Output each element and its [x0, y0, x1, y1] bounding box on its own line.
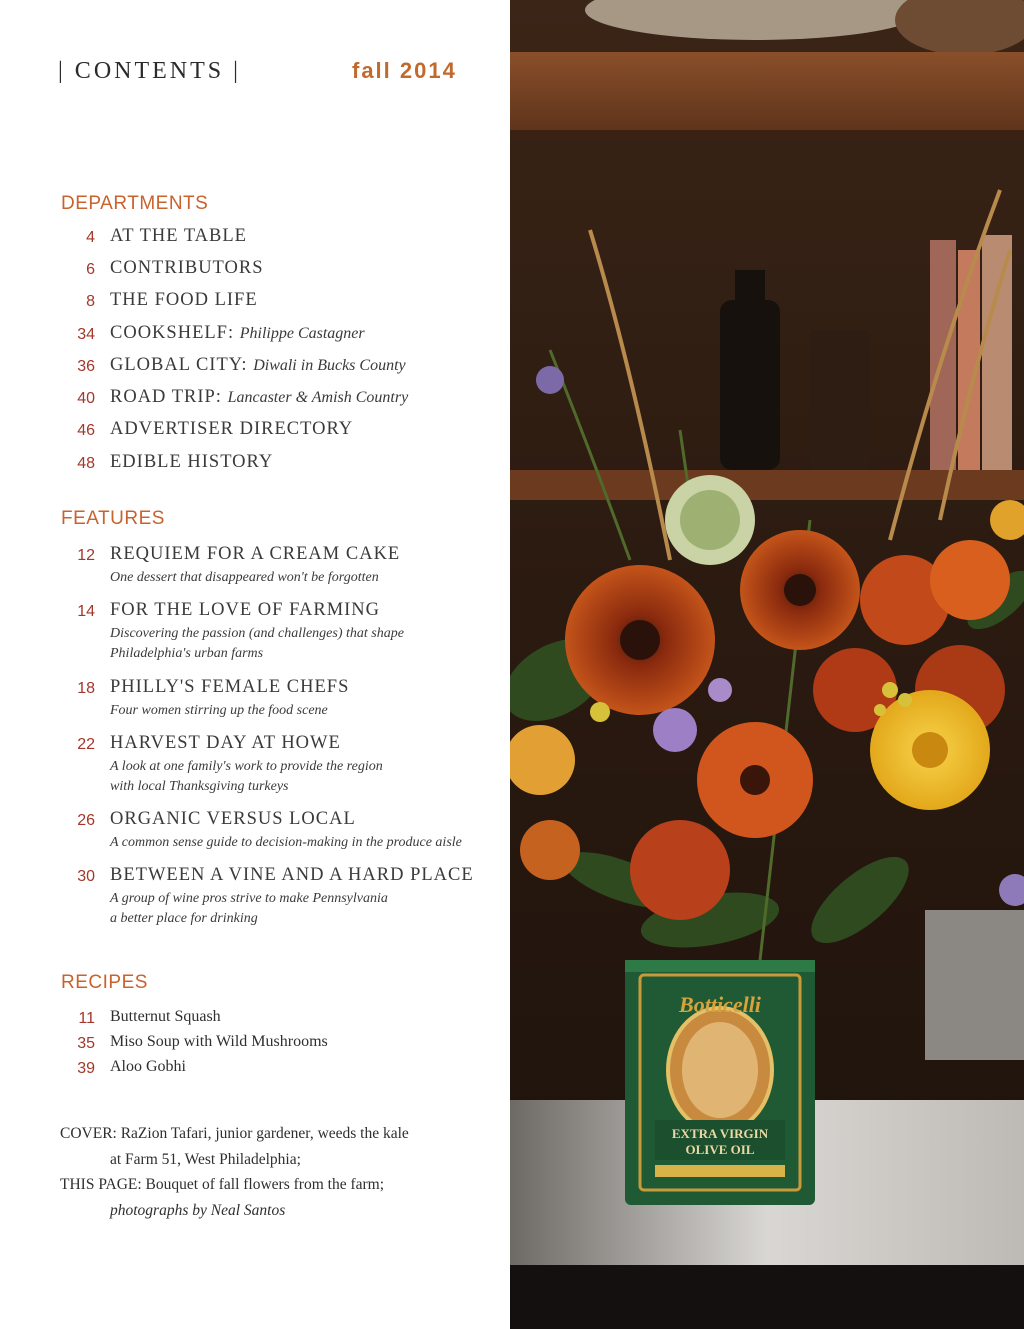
feature-description: Four women stirring up the food scene: [110, 703, 328, 718]
photo-credit: photographs by Neal Santos: [110, 1202, 286, 1219]
department-title: COOKSHELF: Philippe Castagner: [110, 323, 365, 343]
feature-description: A group of wine pros strive to make Pennsylvania: [110, 891, 388, 906]
department-title: GLOBAL CITY: Diwali in Bucks County: [110, 355, 406, 375]
cover-credit: COVER: RaZion Tafari, junior gardener, weeds the kale: [60, 1125, 409, 1142]
page-number: 14: [77, 603, 95, 620]
feature-title: REQUIEM FOR A CREAM CAKE: [110, 544, 401, 564]
feature-description: Philadelphia's urban farms: [110, 646, 264, 661]
contents-heading: | CONTENTS |: [58, 58, 241, 84]
department-item[interactable]: [60, 290, 500, 316]
this-page-credit: THIS PAGE: Bouquet of fall flowers from the farm;: [60, 1176, 385, 1193]
page-number: 6: [86, 261, 95, 278]
recipe-name: Butternut Squash: [110, 1008, 221, 1025]
page-number: 18: [77, 680, 95, 697]
department-title: EDIBLE HISTORY: [110, 452, 274, 472]
page-number: 34: [77, 326, 95, 343]
feature-title: FOR THE LOVE OF FARMING: [110, 600, 381, 620]
department-item[interactable]: [60, 419, 500, 445]
recipe-name: Miso Soup with Wild Mushrooms: [110, 1033, 328, 1050]
page-number: 35: [77, 1035, 95, 1052]
page-number: 8: [86, 293, 95, 310]
page-number: 48: [77, 455, 95, 472]
recipe-name: Aloo Gobhi: [110, 1058, 186, 1075]
feature-title: PHILLY'S FEMALE CHEFS: [110, 677, 350, 697]
recipe-item[interactable]: [60, 1033, 500, 1057]
recipe-item[interactable]: [60, 1008, 500, 1032]
recipes-heading: RECIPES: [61, 972, 148, 993]
features-heading: FEATURES: [61, 508, 165, 529]
department-item[interactable]: [60, 355, 500, 381]
department-item[interactable]: [60, 452, 500, 478]
department-subtitle: Philippe Castagner: [239, 325, 365, 342]
department-item[interactable]: [60, 387, 500, 413]
feature-title: ORGANIC VERSUS LOCAL: [110, 809, 356, 829]
tin-brand: Botticelli: [679, 992, 761, 1017]
issue-label: fall 2014: [352, 58, 457, 83]
cover-credit-continued: at Farm 51, West Philadelphia;: [110, 1151, 301, 1168]
department-title: AT THE TABLE: [110, 226, 247, 246]
department-item[interactable]: [60, 323, 500, 349]
department-item[interactable]: [60, 258, 500, 284]
page-number: 4: [86, 229, 95, 246]
feature-description: Discovering the passion (and challenges) that shape: [110, 626, 404, 641]
tin-label-line2: OLIVE OIL: [685, 1142, 755, 1157]
department-subtitle: Lancaster & Amish Country: [227, 389, 409, 406]
feature-title: HARVEST DAY AT HOWE: [110, 733, 341, 753]
page-number: 26: [77, 812, 95, 829]
tin-label-line1: EXTRA VIRGIN: [671, 1126, 769, 1141]
page-number: 12: [77, 547, 95, 564]
department-subtitle: Diwali in Bucks County: [253, 357, 406, 374]
department-item[interactable]: [60, 226, 500, 252]
department-title: ROAD TRIP: Lancaster & Amish Country: [110, 387, 409, 407]
feature-description: A common sense guide to decision-making in the produce aisle: [110, 835, 462, 850]
page-number: 39: [77, 1060, 95, 1077]
feature-description: One dessert that disappeared won't be forgotten: [110, 570, 379, 585]
department-title: THE FOOD LIFE: [110, 290, 258, 310]
feature-description: with local Thanksgiving turkeys: [110, 779, 289, 794]
page-number: 36: [77, 358, 95, 375]
page-number: 22: [77, 736, 95, 753]
bouquet-photo: [510, 0, 1024, 1329]
page-number: 30: [77, 868, 95, 885]
page-number: 40: [77, 390, 95, 407]
feature-title: BETWEEN A VINE AND A HARD PLACE: [110, 865, 474, 885]
contents-column: [0, 0, 510, 1329]
feature-description: a better place for drinking: [110, 911, 258, 926]
page-number: 46: [77, 422, 95, 439]
department-title: ADVERTISER DIRECTORY: [110, 419, 354, 439]
department-title: CONTRIBUTORS: [110, 258, 264, 278]
departments-heading: DEPARTMENTS: [61, 193, 209, 214]
recipe-item[interactable]: [60, 1058, 500, 1082]
feature-description: A look at one family's work to provide the region: [110, 759, 383, 774]
page-number: 11: [78, 1010, 95, 1027]
